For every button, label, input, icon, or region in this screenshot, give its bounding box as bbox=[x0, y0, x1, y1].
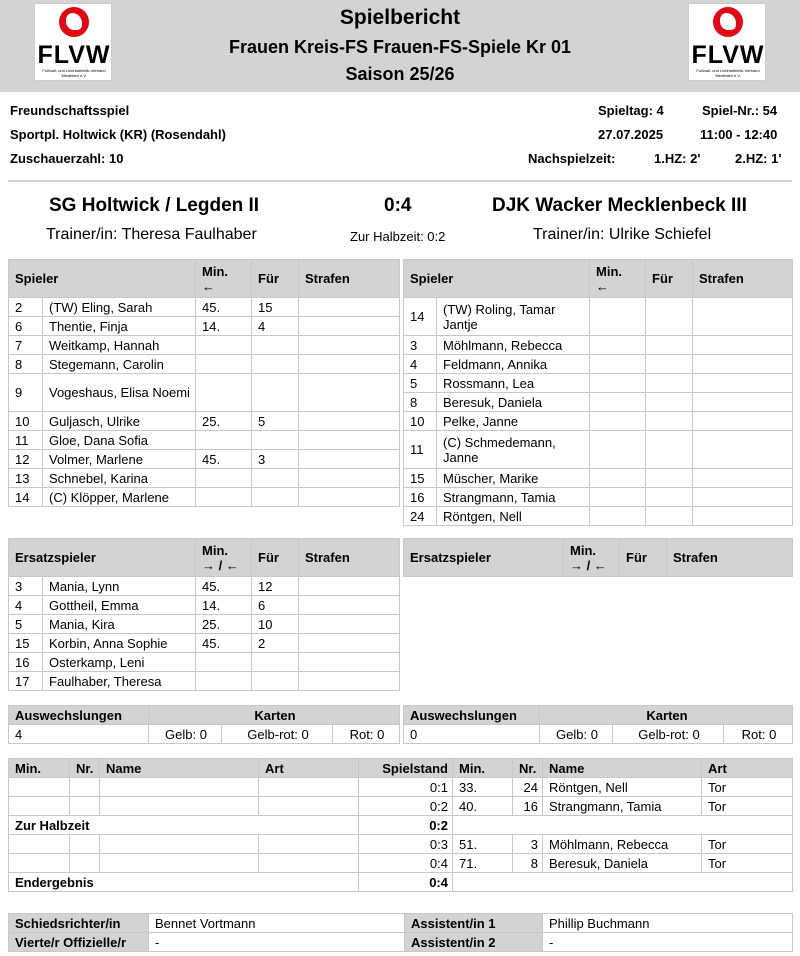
empty-cell bbox=[9, 854, 70, 873]
player-row bbox=[404, 469, 793, 488]
final-row-score: 0:4 bbox=[359, 873, 453, 892]
event-number: 3 bbox=[513, 835, 543, 854]
event-score: 0:3 bbox=[359, 835, 453, 854]
away-stats-table bbox=[403, 705, 793, 744]
player-row bbox=[9, 672, 400, 691]
player-penalties bbox=[299, 355, 400, 374]
player-name: Vogeshaus, Elisa Noemi bbox=[43, 374, 196, 412]
player-row bbox=[9, 450, 400, 469]
player-for bbox=[252, 488, 299, 507]
empty-cell bbox=[9, 778, 70, 797]
event-minute: 33. bbox=[453, 778, 513, 797]
for-header: Für bbox=[646, 260, 693, 298]
player-for bbox=[252, 469, 299, 488]
player-name: (C) Schmedemann, Janne bbox=[437, 431, 590, 469]
referee-name: Bennet Vortmann bbox=[149, 914, 405, 933]
event-score: 0:4 bbox=[359, 854, 453, 873]
player-row bbox=[9, 412, 400, 431]
player-for: 2 bbox=[252, 634, 299, 653]
halftime-score: Zur Halbzeit: 0:2 bbox=[350, 229, 446, 244]
player-minute bbox=[590, 507, 646, 526]
player-penalties bbox=[299, 374, 400, 412]
player-penalties bbox=[299, 634, 400, 653]
event-min-header: Min. bbox=[9, 759, 70, 778]
player-minute: 45. bbox=[196, 634, 252, 653]
event-nr-header: Nr. bbox=[513, 759, 543, 778]
player-for bbox=[646, 336, 693, 355]
player-penalties bbox=[299, 298, 400, 317]
assistant1-label: Assistent/in 1 bbox=[405, 914, 543, 933]
player-row bbox=[9, 653, 400, 672]
player-for: 10 bbox=[252, 615, 299, 634]
event-type: Tor bbox=[702, 854, 793, 873]
player-number: 14 bbox=[9, 488, 43, 507]
yellow-cards: Gelb: 0 bbox=[149, 725, 222, 744]
player-name: Pelke, Janne bbox=[437, 412, 590, 431]
player-number: 9 bbox=[9, 374, 43, 412]
penalties-header: Strafen bbox=[693, 260, 793, 298]
player-for bbox=[646, 298, 693, 336]
event-score-header: Spielstand bbox=[359, 759, 453, 778]
event-row bbox=[9, 778, 793, 797]
player-row bbox=[9, 355, 400, 374]
referee-label: Schiedsrichter/in bbox=[9, 914, 149, 933]
min-header: Min. ← bbox=[196, 260, 252, 298]
for-header: Für bbox=[252, 539, 299, 577]
player-name: Möhlmann, Rebecca bbox=[437, 336, 590, 355]
player-penalties bbox=[693, 374, 793, 393]
player-name: Guljasch, Ulrike bbox=[43, 412, 196, 431]
player-minute bbox=[196, 469, 252, 488]
player-minute bbox=[196, 336, 252, 355]
player-minute bbox=[590, 393, 646, 412]
player-number: 3 bbox=[404, 336, 437, 355]
player-row bbox=[9, 431, 400, 450]
halftime-row-label: Zur Halbzeit bbox=[9, 816, 359, 835]
match-time: 11:00 - 12:40 bbox=[700, 127, 778, 142]
player-row bbox=[9, 615, 400, 634]
home-subs-table bbox=[8, 538, 400, 691]
player-name: Weitkamp, Hannah bbox=[43, 336, 196, 355]
cards-header: Karten bbox=[540, 706, 793, 725]
extra-time-label: Nachspielzeit: bbox=[528, 151, 616, 166]
player-for bbox=[252, 653, 299, 672]
assistant2-name: - bbox=[543, 933, 793, 952]
player-row bbox=[9, 469, 400, 488]
empty-cell bbox=[259, 854, 359, 873]
player-for bbox=[646, 412, 693, 431]
player-row bbox=[9, 596, 400, 615]
player-number: 17 bbox=[9, 672, 43, 691]
player-row bbox=[9, 336, 400, 355]
player-name: Osterkamp, Leni bbox=[43, 653, 196, 672]
logo-text: FLVW bbox=[37, 41, 111, 69]
assistant2-label: Assistent/in 2 bbox=[405, 933, 543, 952]
empty-cell bbox=[9, 835, 70, 854]
player-name: (TW) Roling, Tamar Jantje bbox=[437, 298, 590, 336]
player-row bbox=[9, 298, 400, 317]
player-number: 10 bbox=[404, 412, 437, 431]
player-number: 4 bbox=[404, 355, 437, 374]
player-minute bbox=[196, 374, 252, 412]
logo-subtext: Fußball- und Leichtathletik-Verband Westfalen e.V. bbox=[696, 68, 760, 78]
extra-time-second-half: 2.HZ: 1' bbox=[735, 151, 782, 166]
player-number: 15 bbox=[9, 634, 43, 653]
event-type-header: Art bbox=[259, 759, 359, 778]
event-number: 24 bbox=[513, 778, 543, 797]
event-minute: 51. bbox=[453, 835, 513, 854]
player-name: (C) Klöpper, Marlene bbox=[43, 488, 196, 507]
for-header: Für bbox=[620, 539, 667, 577]
events-table bbox=[8, 758, 793, 892]
event-player: Strangmann, Tamia bbox=[543, 797, 702, 816]
event-minute: 71. bbox=[453, 854, 513, 873]
home-stats-table bbox=[8, 705, 400, 744]
player-penalties bbox=[693, 336, 793, 355]
event-nr-header: Nr. bbox=[70, 759, 100, 778]
player-penalties bbox=[693, 507, 793, 526]
player-for bbox=[646, 355, 693, 374]
player-for: 6 bbox=[252, 596, 299, 615]
player-name: Faulhaber, Theresa bbox=[43, 672, 196, 691]
fourth-official-label: Vierte/r Offizielle/r bbox=[9, 933, 149, 952]
penalties-header: Strafen bbox=[299, 539, 400, 577]
player-number: 5 bbox=[404, 374, 437, 393]
player-name: (TW) Eling, Sarah bbox=[43, 298, 196, 317]
player-minute bbox=[590, 412, 646, 431]
player-name: Rossmann, Lea bbox=[437, 374, 590, 393]
player-minute: 45. bbox=[196, 450, 252, 469]
subs-header: Ersatzspieler bbox=[404, 539, 564, 577]
player-number: 15 bbox=[404, 469, 437, 488]
player-penalties bbox=[693, 469, 793, 488]
final-row-label: Endergebnis bbox=[9, 873, 359, 892]
player-minute bbox=[196, 355, 252, 374]
player-number: 24 bbox=[404, 507, 437, 526]
empty-cell bbox=[453, 873, 793, 892]
player-minute: 14. bbox=[196, 596, 252, 615]
player-for bbox=[252, 336, 299, 355]
halftime-row-score: 0:2 bbox=[359, 816, 453, 835]
red-cards: Rot: 0 bbox=[724, 725, 793, 744]
player-name: Thentie, Finja bbox=[43, 317, 196, 336]
yellow-red-cards: Gelb-rot: 0 bbox=[613, 725, 724, 744]
player-name: Volmer, Marlene bbox=[43, 450, 196, 469]
red-cards: Rot: 0 bbox=[333, 725, 400, 744]
matchday: Spieltag: 4 bbox=[598, 103, 664, 118]
penalties-header: Strafen bbox=[299, 260, 400, 298]
player-penalties bbox=[693, 393, 793, 412]
player-row bbox=[9, 374, 400, 412]
player-penalties bbox=[299, 615, 400, 634]
player-name: Röntgen, Nell bbox=[437, 507, 590, 526]
player-row bbox=[9, 577, 400, 596]
players-header: Spieler bbox=[9, 260, 196, 298]
yellow-red-cards: Gelb-rot: 0 bbox=[222, 725, 333, 744]
player-penalties bbox=[299, 336, 400, 355]
player-penalties bbox=[693, 412, 793, 431]
substitutions-count: 4 bbox=[9, 725, 149, 744]
player-for bbox=[646, 393, 693, 412]
player-penalties bbox=[299, 431, 400, 450]
event-row bbox=[9, 854, 793, 873]
player-for bbox=[252, 355, 299, 374]
player-minute bbox=[590, 336, 646, 355]
player-for: 4 bbox=[252, 317, 299, 336]
player-minute: 14. bbox=[196, 317, 252, 336]
away-subs-table bbox=[403, 538, 793, 577]
subs-header: Ersatzspieler bbox=[9, 539, 196, 577]
player-number: 16 bbox=[404, 488, 437, 507]
event-type: Tor bbox=[702, 797, 793, 816]
home-players-table bbox=[8, 259, 400, 507]
empty-cell bbox=[70, 797, 100, 816]
player-minute: 25. bbox=[196, 412, 252, 431]
player-penalties bbox=[299, 653, 400, 672]
player-penalties bbox=[693, 488, 793, 507]
player-number: 16 bbox=[9, 653, 43, 672]
player-penalties bbox=[299, 469, 400, 488]
cards-header: Karten bbox=[149, 706, 400, 725]
event-type: Tor bbox=[702, 778, 793, 797]
player-for bbox=[252, 374, 299, 412]
player-minute bbox=[590, 374, 646, 393]
player-minute: 45. bbox=[196, 298, 252, 317]
report-header bbox=[0, 0, 800, 92]
player-number: 3 bbox=[9, 577, 43, 596]
page-title: Spielbericht bbox=[339, 6, 461, 29]
player-for: 12 bbox=[252, 577, 299, 596]
empty-cell bbox=[70, 854, 100, 873]
player-number: 12 bbox=[9, 450, 43, 469]
player-name: Feldmann, Annika bbox=[437, 355, 590, 374]
officials-table bbox=[8, 913, 793, 952]
player-name: Schnebel, Karina bbox=[43, 469, 196, 488]
substitutions-header: Auswechslungen bbox=[404, 706, 540, 725]
event-player: Möhlmann, Rebecca bbox=[543, 835, 702, 854]
player-row bbox=[404, 298, 793, 336]
event-minute: 40. bbox=[453, 797, 513, 816]
player-minute bbox=[196, 653, 252, 672]
spectators: Zuschauerzahl: 10 bbox=[10, 151, 124, 166]
competition-title: Frauen Kreis-FS Frauen-FS-Spiele Kr 01 bbox=[228, 37, 572, 57]
player-name: Müscher, Marike bbox=[437, 469, 590, 488]
logo-subtext: Fußball- und Leichtathletik-Verband Westfalen e.V. bbox=[42, 68, 106, 78]
player-minute bbox=[590, 431, 646, 469]
player-name: Strangmann, Tamia bbox=[437, 488, 590, 507]
empty-cell bbox=[259, 797, 359, 816]
match-type: Freundschaftsspiel bbox=[10, 103, 130, 118]
empty-cell bbox=[100, 797, 259, 816]
event-score: 0:1 bbox=[359, 778, 453, 797]
player-minute bbox=[196, 431, 252, 450]
player-penalties bbox=[299, 450, 400, 469]
event-player: Röntgen, Nell bbox=[543, 778, 702, 797]
player-for bbox=[646, 488, 693, 507]
player-minute bbox=[590, 298, 646, 336]
player-name: Gloe, Dana Sofia bbox=[43, 431, 196, 450]
players-header: Spieler bbox=[404, 260, 590, 298]
player-name: Gottheil, Emma bbox=[43, 596, 196, 615]
penalties-header: Strafen bbox=[667, 539, 793, 577]
player-penalties bbox=[299, 412, 400, 431]
empty-cell bbox=[100, 854, 259, 873]
player-penalties bbox=[693, 431, 793, 469]
substitutions-count: 0 bbox=[404, 725, 540, 744]
empty-cell bbox=[100, 778, 259, 797]
event-name-header: Name bbox=[543, 759, 702, 778]
final-score: 0:4 bbox=[384, 195, 412, 216]
player-number: 11 bbox=[9, 431, 43, 450]
player-name: Mania, Lynn bbox=[43, 577, 196, 596]
halftime-row bbox=[9, 816, 793, 835]
event-type-header: Art bbox=[702, 759, 793, 778]
player-number: 10 bbox=[9, 412, 43, 431]
player-row bbox=[9, 488, 400, 507]
player-name: Stegemann, Carolin bbox=[43, 355, 196, 374]
yellow-cards: Gelb: 0 bbox=[540, 725, 613, 744]
assistant1-name: Phillip Buchmann bbox=[543, 914, 793, 933]
substitutions-header: Auswechslungen bbox=[9, 706, 149, 725]
player-minute bbox=[590, 469, 646, 488]
for-header: Für bbox=[252, 260, 299, 298]
player-minute: 45. bbox=[196, 577, 252, 596]
player-number: 11 bbox=[404, 431, 437, 469]
logo-text: FLVW bbox=[691, 41, 765, 69]
player-minute bbox=[196, 672, 252, 691]
player-for bbox=[646, 431, 693, 469]
player-row bbox=[404, 431, 793, 469]
empty-cell bbox=[100, 835, 259, 854]
min-header: Min. → / ← bbox=[564, 539, 620, 577]
player-row bbox=[404, 374, 793, 393]
empty-cell bbox=[70, 835, 100, 854]
player-number: 13 bbox=[9, 469, 43, 488]
player-name: Beresuk, Daniela bbox=[437, 393, 590, 412]
player-penalties bbox=[299, 488, 400, 507]
empty-cell bbox=[453, 816, 793, 835]
venue: Sportpl. Holtwick (KR) (Rosendahl) bbox=[10, 127, 226, 142]
player-row bbox=[9, 634, 400, 653]
event-row bbox=[9, 797, 793, 816]
player-for: 5 bbox=[252, 412, 299, 431]
player-for bbox=[252, 431, 299, 450]
away-trainer: Trainer/in: Ulrike Schiefel bbox=[533, 226, 712, 243]
player-row bbox=[404, 507, 793, 526]
empty-cell bbox=[9, 797, 70, 816]
player-row bbox=[404, 412, 793, 431]
match-date: 27.07.2025 bbox=[598, 127, 664, 142]
event-min-header: Min. bbox=[453, 759, 513, 778]
player-for: 3 bbox=[252, 450, 299, 469]
player-name: Mania, Kira bbox=[43, 615, 196, 634]
event-number: 8 bbox=[513, 854, 543, 873]
player-number: 2 bbox=[9, 298, 43, 317]
player-number: 5 bbox=[9, 615, 43, 634]
player-penalties bbox=[299, 596, 400, 615]
player-row bbox=[9, 317, 400, 336]
empty-cell bbox=[70, 778, 100, 797]
player-minute: 25. bbox=[196, 615, 252, 634]
player-for bbox=[646, 374, 693, 393]
player-name: Korbin, Anna Sophie bbox=[43, 634, 196, 653]
player-minute bbox=[196, 488, 252, 507]
player-penalties bbox=[693, 298, 793, 336]
home-trainer: Trainer/in: Theresa Faulhaber bbox=[46, 226, 257, 243]
fourth-official-name: - bbox=[149, 933, 405, 952]
event-row bbox=[9, 835, 793, 854]
player-number: 6 bbox=[9, 317, 43, 336]
final-row bbox=[9, 873, 793, 892]
player-number: 4 bbox=[9, 596, 43, 615]
player-for: 15 bbox=[252, 298, 299, 317]
event-player: Beresuk, Daniela bbox=[543, 854, 702, 873]
player-for bbox=[252, 672, 299, 691]
player-row bbox=[404, 393, 793, 412]
player-penalties bbox=[299, 672, 400, 691]
player-number: 8 bbox=[404, 393, 437, 412]
player-penalties bbox=[299, 577, 400, 596]
empty-cell bbox=[259, 778, 359, 797]
player-row bbox=[404, 355, 793, 374]
player-for bbox=[646, 507, 693, 526]
player-penalties bbox=[693, 355, 793, 374]
player-for bbox=[646, 469, 693, 488]
match-number: Spiel-Nr.: 54 bbox=[702, 103, 778, 118]
player-row bbox=[404, 336, 793, 355]
player-penalties bbox=[299, 317, 400, 336]
away-team-name: DJK Wacker Mecklenbeck III bbox=[492, 195, 747, 216]
extra-time-first-half: 1.HZ: 2' bbox=[654, 151, 701, 166]
empty-cell bbox=[259, 835, 359, 854]
event-score: 0:2 bbox=[359, 797, 453, 816]
event-number: 16 bbox=[513, 797, 543, 816]
season-title: Saison 25/26 bbox=[345, 64, 455, 84]
player-number: 14 bbox=[404, 298, 437, 336]
player-row bbox=[404, 488, 793, 507]
player-minute bbox=[590, 355, 646, 374]
event-type: Tor bbox=[702, 835, 793, 854]
player-number: 8 bbox=[9, 355, 43, 374]
home-team-name: SG Holtwick / Legden II bbox=[49, 195, 260, 216]
player-minute bbox=[590, 488, 646, 507]
min-header: Min. → / ← bbox=[196, 539, 252, 577]
away-players-table bbox=[403, 259, 793, 526]
event-name-header: Name bbox=[100, 759, 259, 778]
divider bbox=[8, 180, 792, 182]
player-number: 7 bbox=[9, 336, 43, 355]
min-header: Min. ← bbox=[590, 260, 646, 298]
